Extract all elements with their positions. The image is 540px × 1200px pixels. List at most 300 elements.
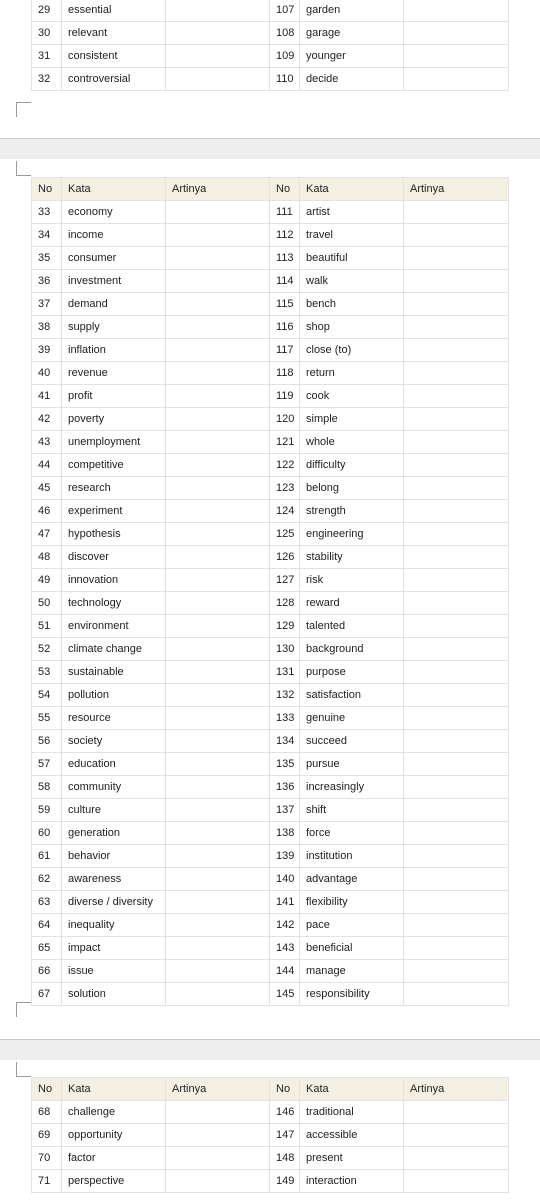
table-row <box>32 247 509 270</box>
word-cell: investment <box>62 270 166 293</box>
word-cell: succeed <box>300 730 404 753</box>
row-number: 68 <box>32 1101 62 1124</box>
table-row <box>32 684 509 707</box>
word-cell: community <box>62 776 166 799</box>
word-cell: institution <box>300 845 404 868</box>
table-row <box>32 615 509 638</box>
row-number: 108 <box>270 22 300 45</box>
row-number: 59 <box>32 799 62 822</box>
table-row <box>32 68 509 91</box>
row-number: 58 <box>32 776 62 799</box>
word-cell: present <box>300 1147 404 1170</box>
row-number: 145 <box>270 983 300 1006</box>
meaning-cell <box>404 891 509 914</box>
word-cell: satisfaction <box>300 684 404 707</box>
meaning-cell <box>166 638 270 661</box>
vocabulary-table-3 <box>31 1077 509 1193</box>
meaning-cell <box>404 592 509 615</box>
table-row <box>32 293 509 316</box>
meaning-cell <box>404 707 509 730</box>
word-cell: factor <box>62 1147 166 1170</box>
vocabulary-table-2 <box>31 177 509 1006</box>
row-number: 33 <box>32 201 62 224</box>
row-number: 40 <box>32 362 62 385</box>
meaning-cell <box>404 822 509 845</box>
row-number: 112 <box>270 224 300 247</box>
word-cell: environment <box>62 615 166 638</box>
row-number: 113 <box>270 247 300 270</box>
meaning-cell <box>404 362 509 385</box>
word-cell: return <box>300 362 404 385</box>
meaning-cell <box>404 960 509 983</box>
word-cell: challenge <box>62 1101 166 1124</box>
meaning-cell <box>404 569 509 592</box>
meaning-cell <box>166 1170 270 1193</box>
meaning-cell <box>404 270 509 293</box>
row-number: 34 <box>32 224 62 247</box>
word-cell: shop <box>300 316 404 339</box>
word-cell: sustainable <box>62 661 166 684</box>
word-cell: garden <box>300 0 404 22</box>
row-number: 62 <box>32 868 62 891</box>
word-cell: flexibility <box>300 891 404 914</box>
word-cell: cook <box>300 385 404 408</box>
meaning-cell <box>166 684 270 707</box>
row-number: 149 <box>270 1170 300 1193</box>
row-number: 54 <box>32 684 62 707</box>
row-number: 124 <box>270 500 300 523</box>
table-row <box>32 500 509 523</box>
table-header-row <box>32 178 509 201</box>
word-cell: decide <box>300 68 404 91</box>
document-page-1 <box>0 0 540 138</box>
word-cell: travel <box>300 224 404 247</box>
row-number: 138 <box>270 822 300 845</box>
word-cell: awareness <box>62 868 166 891</box>
vocabulary-table-1 <box>31 0 509 91</box>
row-number: 116 <box>270 316 300 339</box>
row-number: 66 <box>32 960 62 983</box>
meaning-cell <box>166 799 270 822</box>
meaning-cell <box>404 914 509 937</box>
header-kata: Kata <box>62 178 166 201</box>
meaning-cell <box>166 546 270 569</box>
row-number: 49 <box>32 569 62 592</box>
word-cell: discover <box>62 546 166 569</box>
word-cell: force <box>300 822 404 845</box>
table-row <box>32 730 509 753</box>
meaning-cell <box>166 362 270 385</box>
word-cell: culture <box>62 799 166 822</box>
table-row <box>32 431 509 454</box>
word-cell: profit <box>62 385 166 408</box>
meaning-cell <box>166 960 270 983</box>
table-row <box>32 523 509 546</box>
row-number: 46 <box>32 500 62 523</box>
row-number: 118 <box>270 362 300 385</box>
row-number: 148 <box>270 1147 300 1170</box>
word-cell: generation <box>62 822 166 845</box>
row-number: 115 <box>270 293 300 316</box>
table-row <box>32 799 509 822</box>
word-cell: younger <box>300 45 404 68</box>
word-cell: advantage <box>300 868 404 891</box>
meaning-cell <box>166 500 270 523</box>
word-cell: resource <box>62 707 166 730</box>
header-artinya: Artinya <box>166 1078 270 1101</box>
table-row <box>32 592 509 615</box>
meaning-cell <box>166 891 270 914</box>
table-row <box>32 569 509 592</box>
row-number: 50 <box>32 592 62 615</box>
table-row <box>32 1124 509 1147</box>
row-number: 32 <box>32 68 62 91</box>
row-number: 63 <box>32 891 62 914</box>
meaning-cell <box>404 408 509 431</box>
meaning-cell <box>166 22 270 45</box>
header-no: No <box>270 178 300 201</box>
row-number: 128 <box>270 592 300 615</box>
table-row <box>32 983 509 1006</box>
meaning-cell <box>166 385 270 408</box>
word-cell: difficulty <box>300 454 404 477</box>
meaning-cell <box>404 1124 509 1147</box>
word-cell: interaction <box>300 1170 404 1193</box>
row-number: 30 <box>32 22 62 45</box>
meaning-cell <box>404 224 509 247</box>
word-cell: behavior <box>62 845 166 868</box>
word-cell: climate change <box>62 638 166 661</box>
header-kata: Kata <box>300 1078 404 1101</box>
table-row <box>32 661 509 684</box>
meaning-cell <box>404 68 509 91</box>
table-row <box>32 891 509 914</box>
row-number: 41 <box>32 385 62 408</box>
row-number: 114 <box>270 270 300 293</box>
meaning-cell <box>166 224 270 247</box>
row-number: 142 <box>270 914 300 937</box>
meaning-cell <box>166 730 270 753</box>
meaning-cell <box>404 431 509 454</box>
row-number: 65 <box>32 937 62 960</box>
meaning-cell <box>404 730 509 753</box>
row-number: 136 <box>270 776 300 799</box>
row-number: 146 <box>270 1101 300 1124</box>
word-cell: purpose <box>300 661 404 684</box>
meaning-cell <box>404 684 509 707</box>
table-row <box>32 546 509 569</box>
meaning-cell <box>166 431 270 454</box>
word-cell: supply <box>62 316 166 339</box>
word-cell: background <box>300 638 404 661</box>
meaning-cell <box>166 1101 270 1124</box>
word-cell: risk <box>300 569 404 592</box>
table-row <box>32 1170 509 1193</box>
meaning-cell <box>166 247 270 270</box>
header-no: No <box>32 178 62 201</box>
table-row <box>32 822 509 845</box>
row-number: 31 <box>32 45 62 68</box>
meaning-cell <box>166 615 270 638</box>
meaning-cell <box>404 1101 509 1124</box>
document-page-2 <box>0 159 540 1039</box>
meaning-cell <box>404 661 509 684</box>
meaning-cell <box>404 500 509 523</box>
meaning-cell <box>166 776 270 799</box>
row-number: 127 <box>270 569 300 592</box>
meaning-cell <box>166 454 270 477</box>
word-cell: beneficial <box>300 937 404 960</box>
header-artinya: Artinya <box>404 1078 509 1101</box>
meaning-cell <box>166 661 270 684</box>
row-number: 67 <box>32 983 62 1006</box>
word-cell: whole <box>300 431 404 454</box>
meaning-cell <box>404 983 509 1006</box>
row-number: 42 <box>32 408 62 431</box>
table-row <box>32 454 509 477</box>
row-number: 123 <box>270 477 300 500</box>
row-number: 107 <box>270 0 300 22</box>
meaning-cell <box>166 822 270 845</box>
table-row <box>32 638 509 661</box>
word-cell: impact <box>62 937 166 960</box>
table-row <box>32 477 509 500</box>
row-number: 147 <box>270 1124 300 1147</box>
word-cell: opportunity <box>62 1124 166 1147</box>
table-row <box>32 1147 509 1170</box>
row-number: 47 <box>32 523 62 546</box>
row-number: 39 <box>32 339 62 362</box>
row-number: 111 <box>270 201 300 224</box>
meaning-cell <box>166 477 270 500</box>
table-row <box>32 960 509 983</box>
meaning-cell <box>404 1147 509 1170</box>
header-no: No <box>32 1078 62 1101</box>
document-page-3 <box>0 1060 540 1200</box>
meaning-cell <box>166 983 270 1006</box>
meaning-cell <box>404 799 509 822</box>
word-cell: technology <box>62 592 166 615</box>
word-cell: essential <box>62 0 166 22</box>
table-row <box>32 914 509 937</box>
word-cell: artist <box>300 201 404 224</box>
table-row <box>32 362 509 385</box>
word-cell: competitive <box>62 454 166 477</box>
row-number: 55 <box>32 707 62 730</box>
word-cell: inflation <box>62 339 166 362</box>
meaning-cell <box>404 22 509 45</box>
row-number: 37 <box>32 293 62 316</box>
page-corner-mark <box>16 1062 31 1077</box>
row-number: 38 <box>32 316 62 339</box>
meaning-cell <box>166 270 270 293</box>
word-cell: close (to) <box>300 339 404 362</box>
row-number: 109 <box>270 45 300 68</box>
word-cell: genuine <box>300 707 404 730</box>
word-cell: consumer <box>62 247 166 270</box>
meaning-cell <box>166 569 270 592</box>
meaning-cell <box>166 0 270 22</box>
table-row <box>32 845 509 868</box>
word-cell: research <box>62 477 166 500</box>
table-row <box>32 707 509 730</box>
word-cell: controversial <box>62 68 166 91</box>
table-row <box>32 45 509 68</box>
row-number: 36 <box>32 270 62 293</box>
row-number: 71 <box>32 1170 62 1193</box>
table-row <box>32 339 509 362</box>
row-number: 126 <box>270 546 300 569</box>
meaning-cell <box>166 753 270 776</box>
row-number: 43 <box>32 431 62 454</box>
word-cell: diverse / diversity <box>62 891 166 914</box>
page-corner-mark <box>16 161 31 176</box>
table-row <box>32 753 509 776</box>
row-number: 61 <box>32 845 62 868</box>
header-kata: Kata <box>300 178 404 201</box>
word-cell: belong <box>300 477 404 500</box>
word-cell: accessible <box>300 1124 404 1147</box>
word-cell: solution <box>62 983 166 1006</box>
meaning-cell <box>166 523 270 546</box>
page-gap <box>0 1039 540 1060</box>
meaning-cell <box>166 937 270 960</box>
row-number: 121 <box>270 431 300 454</box>
row-number: 64 <box>32 914 62 937</box>
table-row <box>32 270 509 293</box>
row-number: 120 <box>270 408 300 431</box>
row-number: 70 <box>32 1147 62 1170</box>
row-number: 52 <box>32 638 62 661</box>
meaning-cell <box>404 477 509 500</box>
word-cell: income <box>62 224 166 247</box>
table-row <box>32 1101 509 1124</box>
row-number: 119 <box>270 385 300 408</box>
table-row <box>32 201 509 224</box>
word-cell: garage <box>300 22 404 45</box>
row-number: 35 <box>32 247 62 270</box>
word-cell: simple <box>300 408 404 431</box>
row-number: 117 <box>270 339 300 362</box>
row-number: 139 <box>270 845 300 868</box>
word-cell: economy <box>62 201 166 224</box>
row-number: 110 <box>270 68 300 91</box>
row-number: 144 <box>270 960 300 983</box>
row-number: 48 <box>32 546 62 569</box>
word-cell: poverty <box>62 408 166 431</box>
meaning-cell <box>166 845 270 868</box>
row-number: 134 <box>270 730 300 753</box>
table-row <box>32 316 509 339</box>
row-number: 131 <box>270 661 300 684</box>
word-cell: inequality <box>62 914 166 937</box>
table-body <box>32 201 509 1006</box>
meaning-cell <box>404 385 509 408</box>
meaning-cell <box>404 937 509 960</box>
row-number: 129 <box>270 615 300 638</box>
page-corner-mark <box>16 1002 31 1017</box>
meaning-cell <box>404 523 509 546</box>
meaning-cell <box>404 316 509 339</box>
meaning-cell <box>166 201 270 224</box>
word-cell: traditional <box>300 1101 404 1124</box>
word-cell: unemployment <box>62 431 166 454</box>
row-number: 60 <box>32 822 62 845</box>
word-cell: reward <box>300 592 404 615</box>
word-cell: strength <box>300 500 404 523</box>
row-number: 44 <box>32 454 62 477</box>
row-number: 57 <box>32 753 62 776</box>
meaning-cell <box>166 293 270 316</box>
table-row <box>32 408 509 431</box>
word-cell: pace <box>300 914 404 937</box>
meaning-cell <box>404 546 509 569</box>
word-cell: beautiful <box>300 247 404 270</box>
header-artinya: Artinya <box>404 178 509 201</box>
meaning-cell <box>166 68 270 91</box>
row-number: 133 <box>270 707 300 730</box>
word-cell: demand <box>62 293 166 316</box>
word-cell: stability <box>300 546 404 569</box>
word-cell: manage <box>300 960 404 983</box>
meaning-cell <box>166 592 270 615</box>
word-cell: experiment <box>62 500 166 523</box>
meaning-cell <box>404 45 509 68</box>
meaning-cell <box>166 914 270 937</box>
table-row <box>32 868 509 891</box>
meaning-cell <box>404 339 509 362</box>
row-number: 29 <box>32 0 62 22</box>
meaning-cell <box>166 45 270 68</box>
row-number: 125 <box>270 523 300 546</box>
table-header-row <box>32 1078 509 1101</box>
table-row <box>32 385 509 408</box>
row-number: 53 <box>32 661 62 684</box>
row-number: 122 <box>270 454 300 477</box>
meaning-cell <box>404 247 509 270</box>
word-cell: consistent <box>62 45 166 68</box>
meaning-cell <box>404 638 509 661</box>
meaning-cell <box>166 707 270 730</box>
meaning-cell <box>404 0 509 22</box>
word-cell: shift <box>300 799 404 822</box>
meaning-cell <box>404 845 509 868</box>
word-cell: engineering <box>300 523 404 546</box>
word-cell: relevant <box>62 22 166 45</box>
meaning-cell <box>166 868 270 891</box>
table-body <box>32 0 509 91</box>
meaning-cell <box>404 615 509 638</box>
meaning-cell <box>166 1124 270 1147</box>
row-number: 141 <box>270 891 300 914</box>
meaning-cell <box>404 868 509 891</box>
table-row <box>32 0 509 22</box>
header-artinya: Artinya <box>166 178 270 201</box>
word-cell: talented <box>300 615 404 638</box>
word-cell: pursue <box>300 753 404 776</box>
word-cell: responsibility <box>300 983 404 1006</box>
table-row <box>32 224 509 247</box>
page-corner-mark <box>16 102 31 117</box>
row-number: 143 <box>270 937 300 960</box>
row-number: 140 <box>270 868 300 891</box>
word-cell: pollution <box>62 684 166 707</box>
word-cell: increasingly <box>300 776 404 799</box>
row-number: 51 <box>32 615 62 638</box>
row-number: 45 <box>32 477 62 500</box>
word-cell: innovation <box>62 569 166 592</box>
word-cell: revenue <box>62 362 166 385</box>
